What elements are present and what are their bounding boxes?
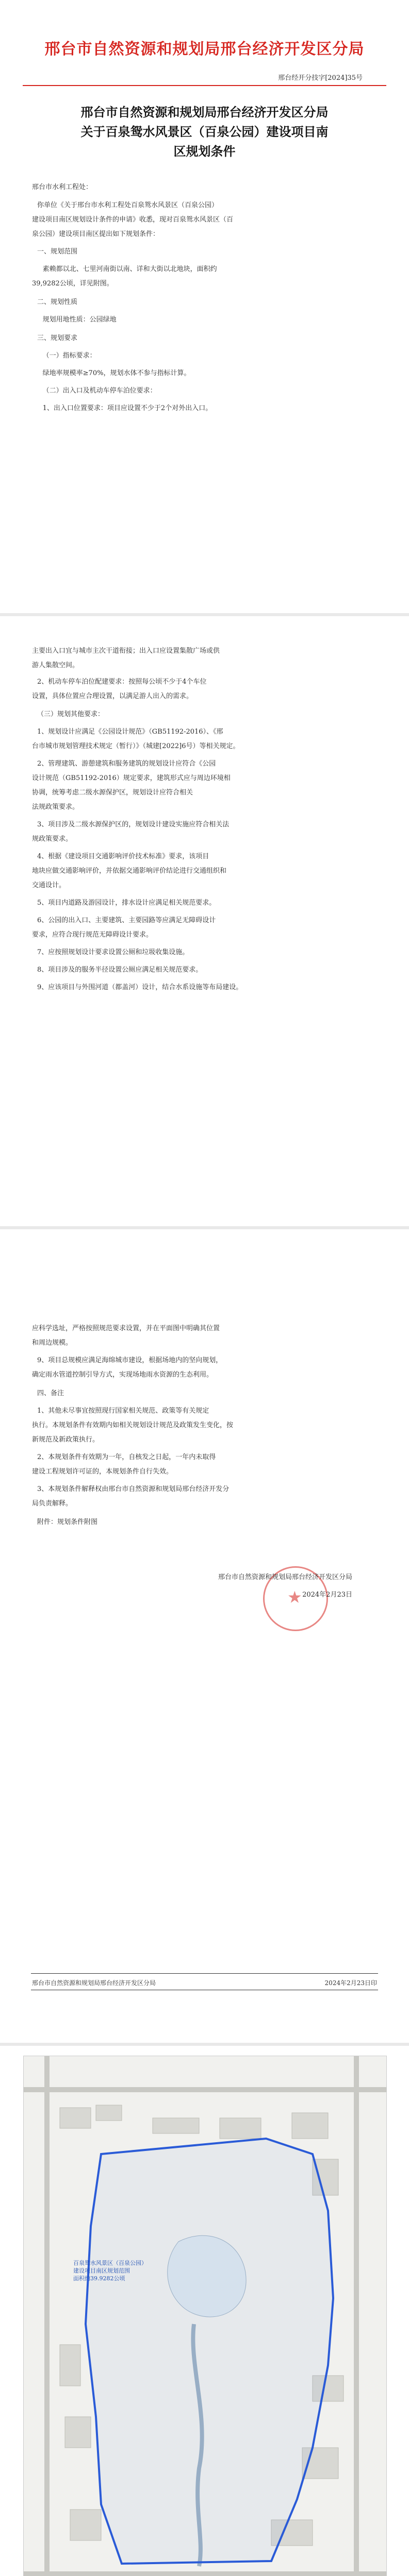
section-heading: 四、备注: [37, 1389, 64, 1397]
document-header: 邢台市自然资源和规划局邢台经济开发区分局: [44, 40, 365, 58]
page-3: [0, 1231, 409, 2040]
body-line: 应科学选址，严格按照规范要求设置，并在平面图中明确其位置: [32, 1325, 220, 1332]
body-line: 2、管理建筑、游憩建筑和服务建筑的规划设计应符合《公园: [37, 760, 216, 768]
body-line: （一）指标要求：: [32, 352, 96, 360]
map-label: 百泉鸳水风景区（百泉公园）: [73, 2260, 147, 2266]
map-road: [24, 2571, 386, 2576]
document-number: 邢台经开分技字[2024]35号: [278, 74, 363, 82]
footer-org: 邢台市自然资源和规划局邢台经济开发区分局: [32, 1979, 156, 1987]
body-line: 泉公园）建设项目南区提出如下规划条件：: [32, 230, 160, 238]
body-line: 交通设计。: [32, 882, 66, 889]
map-drawing: [24, 2056, 386, 2576]
map-label: 面积约39.9282公顷: [73, 2275, 125, 2282]
section-heading: 二、规划性质: [37, 298, 78, 306]
body-line: 局负责解释。: [32, 1500, 73, 1507]
page-1: [0, 0, 409, 608]
body-line: 和周边规模。: [32, 1339, 73, 1347]
body-line: 绿地率规模率≥70%，规划水体不参与指标计算。: [32, 369, 191, 377]
signature-org: 邢台市自然资源和规划局邢台经济开发区分局: [218, 1573, 352, 1581]
map-road: [44, 2056, 50, 2576]
body-line: 39,9282公顷，详见附图。: [32, 280, 113, 287]
body-line: 8、项目涉及的服务半径设置公厕应满足相关规范要求。: [37, 966, 203, 974]
body-line: 新规范及新政策执行。: [32, 1436, 100, 1444]
body-line: 7、应按照规划设计要求设置公厕和垃圾收集设施。: [37, 948, 189, 956]
body-line: 设置，具体位置应合理设置，以满足游人出入的需求。: [32, 692, 193, 700]
document-title-line-3: 区规划条件: [173, 144, 236, 159]
page-separator: [0, 2043, 409, 2046]
body-line: 你单位《关于邢台市水利工程处百泉鸳水风景区（百泉公园）: [37, 201, 219, 209]
body-line: 台市城市规划管理技术规定（暂行）》（城建[2022]6号）等相关规定。: [32, 742, 240, 750]
planning-boundary: [86, 2139, 333, 2564]
map-road: [354, 2056, 359, 2576]
body-line: 5、项目内道路及游园设计，排水设计应满足相关规范要求。: [37, 899, 216, 907]
map-label: 建设项目南区规划范围: [73, 2267, 130, 2274]
body-line: 2、本规划条件有效期为一年，自核发之日起，一年内未取得: [37, 1453, 216, 1461]
body-line: 1、出入口位置要求：项目应设置不少于2个对外出入口。: [32, 404, 212, 412]
body-line: 1、规划设计应满足《公园设计规范》（GB51192-2016）、《邢: [37, 728, 223, 736]
body-line: 要求，应符合现行规范无障碍设计要求。: [32, 931, 153, 939]
footer-date: 2024年2月23日印: [324, 1979, 377, 1987]
body-line: 协调，统筹考虑二级水源保护区，规划设计应符合相关: [32, 789, 193, 796]
red-header-rule: [23, 85, 386, 86]
attachment-line: 附件：规划条件附图: [37, 1518, 98, 1526]
body-line: 6、公园的出入口、主要建筑、主要园路等应满足无障碍设计: [37, 917, 216, 924]
body-line: 规政策要求。: [32, 835, 73, 843]
body-line: 地块应做交通影响评价，并依据交通影响评价结论进行交通组织和: [32, 867, 227, 875]
page-separator: [0, 613, 409, 616]
body-line: 2、机动车停车泊位配建要求：按照每公顷不少于4个车位: [37, 678, 207, 686]
body-line: 素赖都以北、七里河南街以南、详和大街以北地块，面积约: [32, 265, 217, 273]
signature-date: 2024年2月23日: [302, 1591, 352, 1599]
addressee: 邢台市水利工程处：: [32, 183, 93, 191]
planning-map: [23, 2056, 387, 2576]
body-line: 1、其他未尽事宜按照现行国家相关规范、政策等有关规定: [37, 1407, 209, 1415]
body-line: 规划用地性质：公园绿地: [32, 316, 117, 324]
body-line: 4、根据《建设项目交通影响评价技术标准》要求，该项目: [37, 853, 209, 860]
section-heading: 一、规划范围: [37, 248, 78, 256]
body-line: （二）出入口及机动车停车泊位要求：: [32, 387, 157, 395]
section-heading: 三、规划要求: [37, 334, 78, 342]
body-line: 3、本规划条件解释权由邢台市自然资源和规划局邢台经济开发分: [37, 1485, 230, 1493]
body-line: 建设项目南区规划设计条件的申请》收悉，现对百泉鸳水风景区（百: [32, 216, 234, 224]
body-line: 游人集散空间。: [32, 662, 79, 669]
body-line: 9、应该项目与外围河道（都盖河）设计，结合水系设施等布局建设。: [37, 984, 243, 991]
body-line: 主要出入口宜与城市主次干道衔接；出入口应设置集散广场或供: [32, 647, 220, 655]
page-separator: [0, 1226, 409, 1229]
document-title-line-2: 关于百泉鸳水风景区（百泉公园）建设项目南: [80, 124, 329, 139]
body-line: 法规政策要求。: [32, 803, 79, 811]
body-line: 执行。本规划条件有效期内如相关规划设计规范及政策发生变化，按: [32, 1421, 234, 1429]
body-line: 建设工程规划许可证的，本规划条件自行失效。: [32, 1468, 173, 1476]
footer-rule: [31, 1973, 378, 1974]
body-line: 9、项目总规模应满足海绵城市建设，根据场地内的坚向规划，: [37, 1357, 223, 1364]
body-line: 确定雨水管道控制引导方式，实现场地雨水资源的生态利用。: [32, 1371, 214, 1379]
section-heading: （三）规划其他要求：: [37, 710, 105, 718]
document-title-line-1: 邢台市自然资源和规划局邢台经济开发区分局: [80, 105, 329, 120]
map-road: [24, 2087, 386, 2092]
body-line: 设计规范（GB51192-2016）规定要求，建筑形式应与周边环境相: [32, 774, 231, 782]
body-line: 3、项目涉及二级水源保护区的，规划设计建设实施应符合相关法: [37, 821, 230, 828]
